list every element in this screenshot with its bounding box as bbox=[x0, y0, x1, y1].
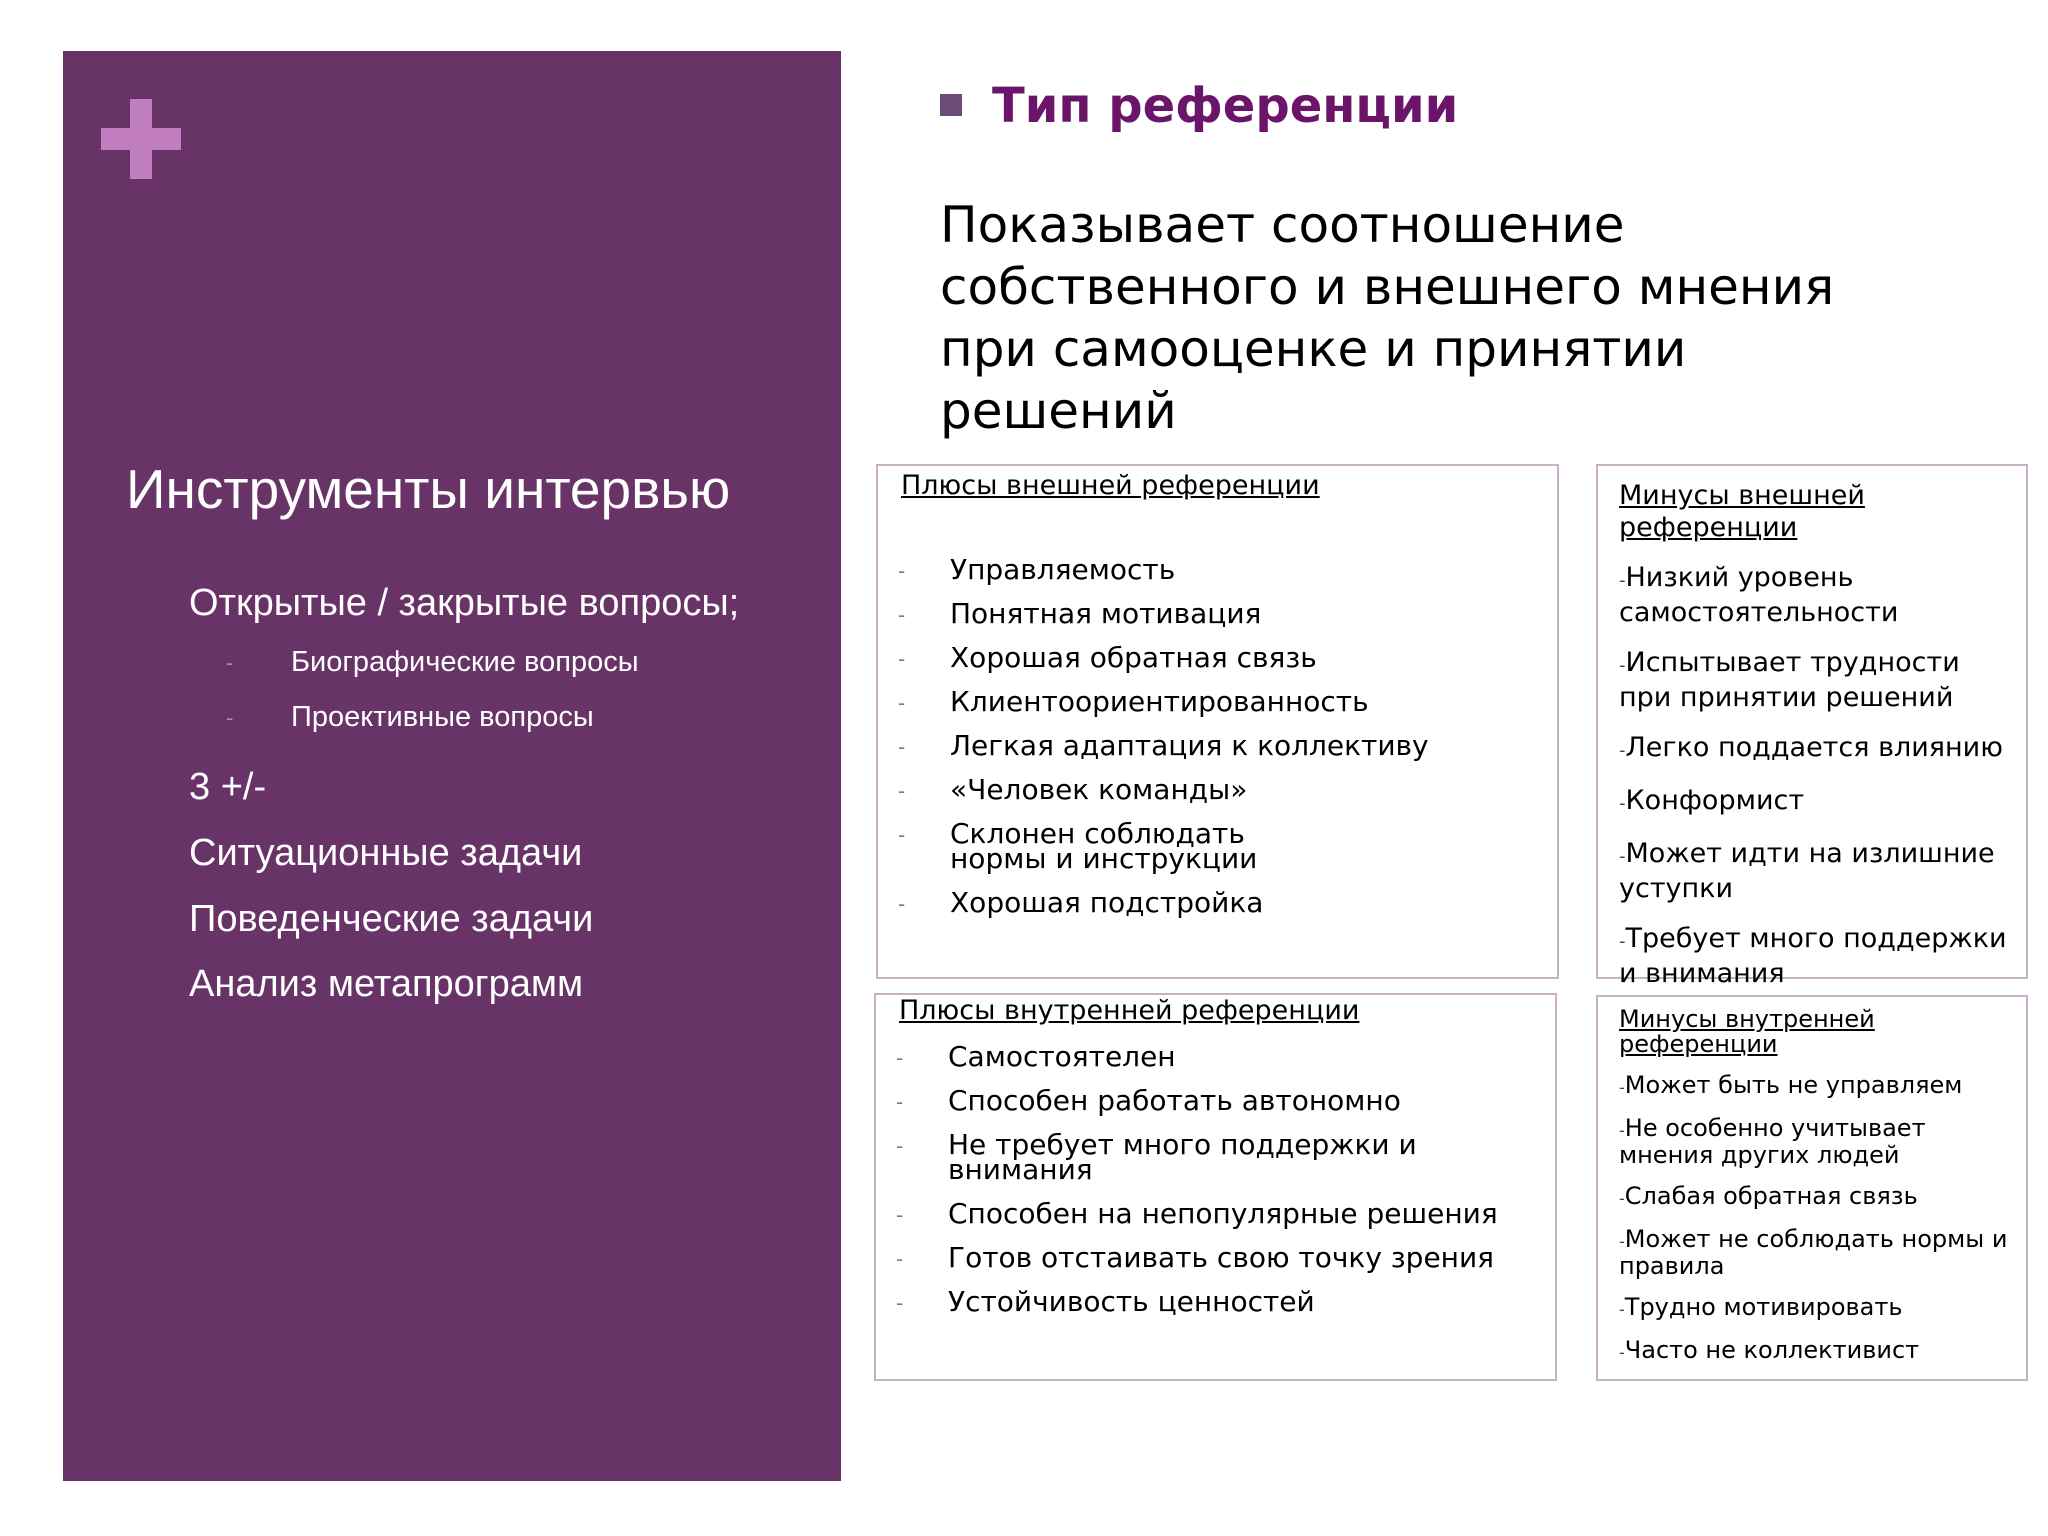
list-item: - Легкая адаптация к коллективу bbox=[878, 733, 1557, 758]
internal-cons-box bbox=[1596, 995, 2028, 1381]
plus-icon bbox=[101, 99, 181, 179]
list-item: - Управляемость bbox=[878, 557, 1557, 582]
sub-tool-item bbox=[226, 646, 639, 679]
tool-item: Анализ метапрограмм bbox=[189, 963, 584, 1005]
tool-item: 3 +/- bbox=[189, 766, 267, 808]
list-item: - Способен на непопулярные решения bbox=[876, 1201, 1555, 1226]
sub-bullet: - bbox=[226, 705, 234, 731]
square-bullet-icon bbox=[940, 94, 962, 116]
list-item: - «Человек команды» bbox=[878, 777, 1557, 802]
pros-list bbox=[876, 1040, 1555, 1318]
slide-description: Показывает соотношение собственного и внешнего мнения при самооценке и принятии решений bbox=[940, 196, 1835, 440]
sub-tool-label: Биографические вопросы bbox=[291, 646, 639, 678]
list-item: - Хорошая обратная связь bbox=[878, 645, 1557, 670]
list-item: - Устойчивость ценностей bbox=[876, 1289, 1555, 1314]
box-title: Минусы внутренней референции bbox=[1619, 1005, 1875, 1058]
list-item: - Понятная мотивация bbox=[878, 601, 1557, 626]
slide-title bbox=[940, 78, 1458, 134]
list-item: - Требует много поддержки и внимания bbox=[1619, 923, 2019, 990]
box-title: Плюсы внутренней референции bbox=[899, 995, 1360, 1026]
cons-list bbox=[1619, 1073, 2019, 1365]
slide-title-text: Тип референции bbox=[992, 78, 1459, 134]
box-title: Плюсы внешней референции bbox=[901, 470, 1320, 501]
tool-item: Ситуационные задачи bbox=[189, 832, 583, 874]
list-item: - Не требует много поддержки и внимания bbox=[876, 1132, 1418, 1182]
list-item: - Клиентоориентированность bbox=[878, 689, 1557, 714]
tool-item: Поведенческие задачи bbox=[189, 898, 594, 940]
list-item: - Слабая обратная связь bbox=[1619, 1184, 2019, 1211]
list-item: - Самостоятелен bbox=[876, 1044, 1555, 1069]
list-item: - Трудно мотивировать bbox=[1619, 1295, 2019, 1322]
list-item: - Легко поддается влиянию bbox=[1619, 732, 2019, 767]
pros-list bbox=[878, 553, 1557, 919]
external-cons-box bbox=[1596, 464, 2028, 989]
sub-tool-item bbox=[226, 701, 594, 734]
cons-list bbox=[1619, 562, 2019, 990]
list-item: - Часто не коллективист bbox=[1619, 1338, 2019, 1365]
internal-pros-box bbox=[874, 993, 1557, 1381]
box-title: Минусы внешней референции bbox=[1619, 480, 1865, 543]
list-item: - Низкий уровень самостоятельности bbox=[1619, 562, 2019, 629]
list-item: - Не особенно учитывает мнения других людей bbox=[1619, 1116, 2019, 1168]
list-item: - Хорошая подстройка bbox=[878, 890, 1557, 915]
sub-bullet: - bbox=[226, 650, 234, 676]
list-item: - Может идти на излишние уступки bbox=[1619, 838, 2019, 905]
list-item: - Может быть не управляем bbox=[1619, 1073, 2019, 1100]
list-item: - Испытывает трудности при принятии решений bbox=[1619, 647, 2019, 714]
list-item: - Склонен соблюдать нормы и инструкции bbox=[878, 821, 1330, 871]
list-item: - Готов отстаивать свою точку зрения bbox=[876, 1245, 1555, 1270]
external-pros-box bbox=[876, 464, 1559, 979]
left-panel bbox=[63, 51, 841, 1481]
list-item: - Может не соблюдать нормы и правила bbox=[1619, 1227, 2019, 1279]
left-panel-title: Инструменты интервью bbox=[126, 458, 731, 520]
list-item: - Конформист bbox=[1619, 785, 2019, 820]
list-item: - Способен работать автономно bbox=[876, 1088, 1555, 1113]
sub-tool-label: Проективные вопросы bbox=[291, 701, 594, 733]
tool-item: Открытые / закрытые вопросы; bbox=[189, 582, 740, 624]
